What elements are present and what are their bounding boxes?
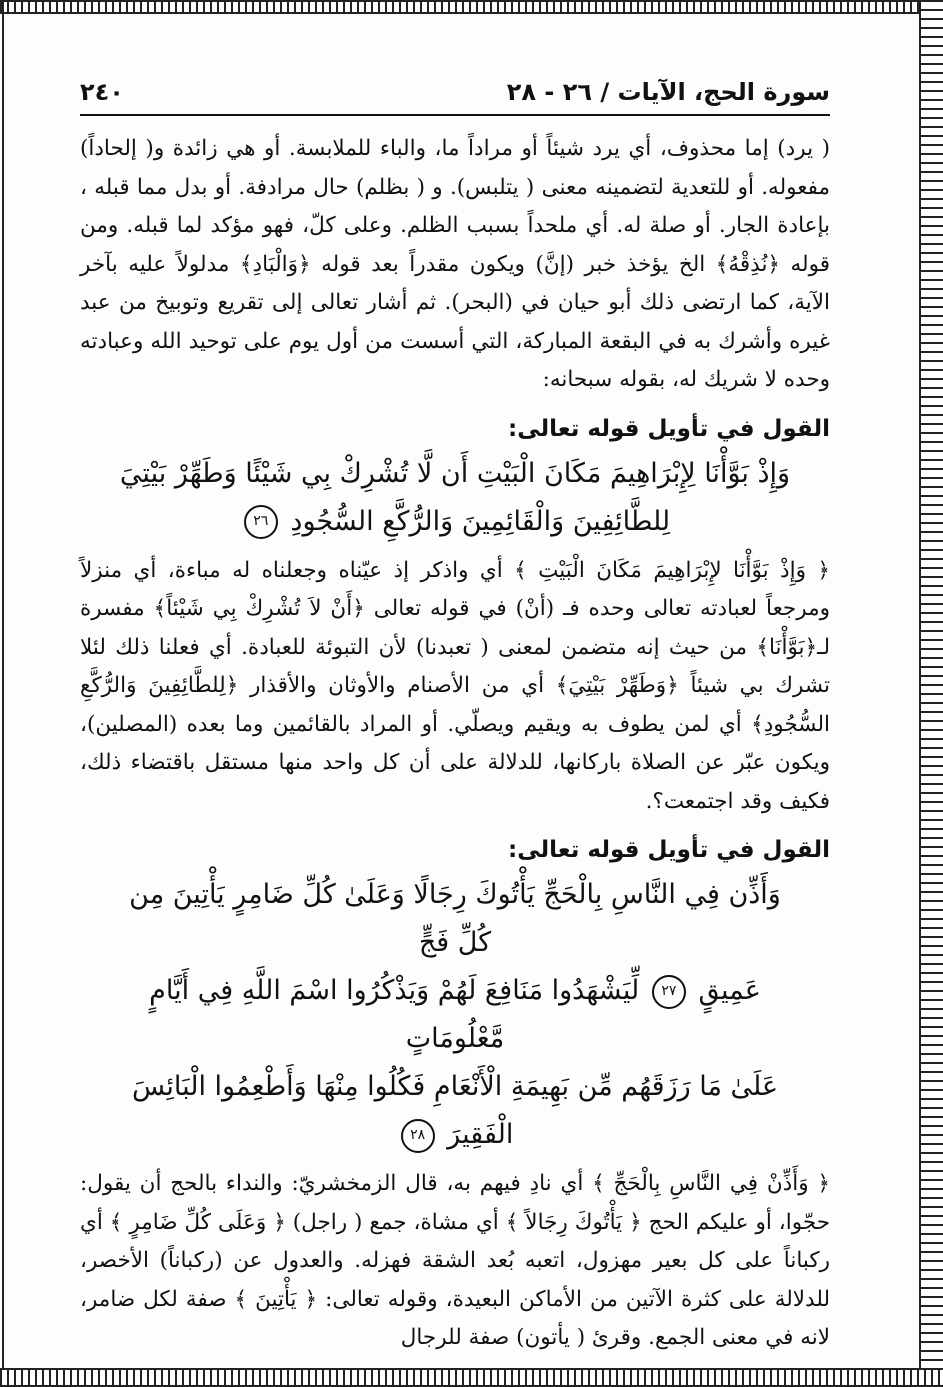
commentary-paragraph-1: ( يرد) إما محذوف، أي يرد شيئاً أو مراداً ما، والباء للملابسة. أو هي زائدة و( إلحاداً) مفعوله. أو للتعدية لتضمينه معنى ( يتلبس). و ( بظلم) حال مرادفة. أو بدل مما قبله ، بإعادة الجار. أو صلة له. أي ملحداً بسبب الظلم. وعلى كلّ، فهو مؤكد لما قبله. ومن قوله ﴿نُذِقْهُ﴾ الخ يؤخذ خبر (إنَّ) ويكون مقدراً بعد قوله ﴿وَالْبَادِ﴾ مدلولاً عليه بآخر الآية، كما ارتضى ذلك أبو حيان في (البحر). ثم أشار تعالى إلى تقريع وتوبيخ من عبد غيره وأشرك به في البقعة المباركة، التي أسست من أول يوم على توحيد الله وعبادته وحده لا شريك له، بقوله سبحانه:	[80, 136, 830, 392]
left-border-line	[0, 0, 4, 1387]
top-border-ornament	[0, 0, 943, 14]
bottom-border-ornament	[0, 1368, 943, 1387]
verse-26-line-1: وَإِذْ بَوَّأْنَا لِإِبْرَاهِيمَ مَكَانَ الْبَيْتِ أَن لَّا تُشْرِكْ بِي شَيْئًا وَطَهِّرْ بَيْتِيَ	[119, 457, 791, 489]
ayah-number-26: ٢٦	[244, 505, 278, 539]
ayah-number-27: ٢٧	[652, 975, 686, 1009]
verse-27-line-1: وَأَذِّن فِي النَّاسِ بِالْحَجِّ يَأْتُوكَ رِجَالًا وَعَلَىٰ كُلِّ ضَامِرٍ يَأْتِينَ مِن كُلِّ فَجٍّ	[129, 879, 781, 958]
verse-28-line-3	[110, 1063, 800, 1159]
commentary-paragraph-2: ﴿ وَإِذْ بَوَّأْنَا لإِبْرَاهِيمَ مَكَانَ الْبَيْتِ ﴾ أي واذكر إذ عيّناه وجعلناه له مباءة، أي منزلاً ومرجعاً لعبادته تعالى وحده فـ (أنْ) في قوله تعالى ﴿أَنْ لاَ تُشْرِكْ بِي شَيْئاً﴾ مفسرة لـ﴿بَوَّأْنَا﴾ من حيث إنه متضمن لمعنى ( تعبدنا) لأن التبوئة للعبادة. أي فعلنا ذلك لئلا تشرك بي شيئاً ﴿وَطَهِّرْ بَيْتِيَ﴾ أي من الأصنام والأوثان والأقذار ﴿لِلطَّائِفِينَ وَالرُّكَّعِ السُّجُودِ﴾ أي لمن يطوف به ويقيم ويصلّي. أو المراد بالقائمين وما بعده (المصلين)، ويكون عبّر عن الصلاة باركانها، للدلالة على أن كل واحد منها مستقل باقتضاء ذلك، فكيف وقد اجتمعت؟.	[80, 557, 830, 814]
verse-28-end-text: عَلَىٰ مَا رَزَقَهُم مِّن بَهِيمَةِ الْأَنْعَامِ فَكُلُوا مِنْهَا وَأَطْعِمُوا الْبَائِسَ الْفَقِيرَ	[131, 1071, 779, 1150]
verse-27-line-2	[110, 967, 800, 1063]
right-border-ornament	[919, 0, 943, 1387]
page-content	[80, 70, 830, 1358]
verse-26-line-2-text: لِلطَّائِفِينَ وَالْقَائِمِينَ وَالرُّكَّعِ السُّجُودِ	[290, 505, 671, 537]
commentary-paragraph-3: ﴿ وَأَذِّنْ فِي النَّاسِ بِالْحَجِّ ﴾ أي نادِ فيهم به، قال الزمخشريّ: والنداء بالحج أن يقول: حجّوا، أو عليكم الحج ﴿ يَأْتُوكَ رِجَالاً ﴾ أي مشاة، جمع ( راجل) ﴿ وَعَلَى كُلِّ ضَامِرٍ ﴾ أي ركباناً على كل بعير مهزول، اتعبه بُعد الشقة فهزله. والعدول عن (ركباناً) الأخصر، للدلالة على كثرة الآتين من الأماكن البعيدة، وقوله تعالى: ﴿ يَأْتِينَ ﴾ صفة لكل ضامر، لانه في معنى الجمع. وقرئ ( يأتون) صفة للرجال	[80, 1171, 830, 1350]
section-heading-1: القول في تأويل قوله تعالى:	[508, 415, 830, 442]
ayah-number-28: ٢٨	[401, 1119, 435, 1153]
verse-27-end-text: عَمِيقٍ	[698, 975, 761, 1006]
page-number: ٢٤٠	[80, 78, 124, 106]
quran-verse-26	[110, 450, 800, 546]
section-heading-2: القول في تأويل قوله تعالى:	[508, 837, 830, 863]
page-title: سورة الحج، الآيات / ٢٦ - ٢٨	[506, 78, 830, 106]
verse-26-line-2	[110, 498, 800, 546]
page-header	[80, 70, 830, 116]
verse-28-start-text: لِّيَشْهَدُوا مَنَافِعَ لَهُمْ وَيَذْكُرُوا اسْمَ اللَّهِ فِي أَيَّامٍ مَّعْلُومَاتٍ	[149, 975, 640, 1054]
quran-verses-27-28	[110, 871, 800, 1159]
